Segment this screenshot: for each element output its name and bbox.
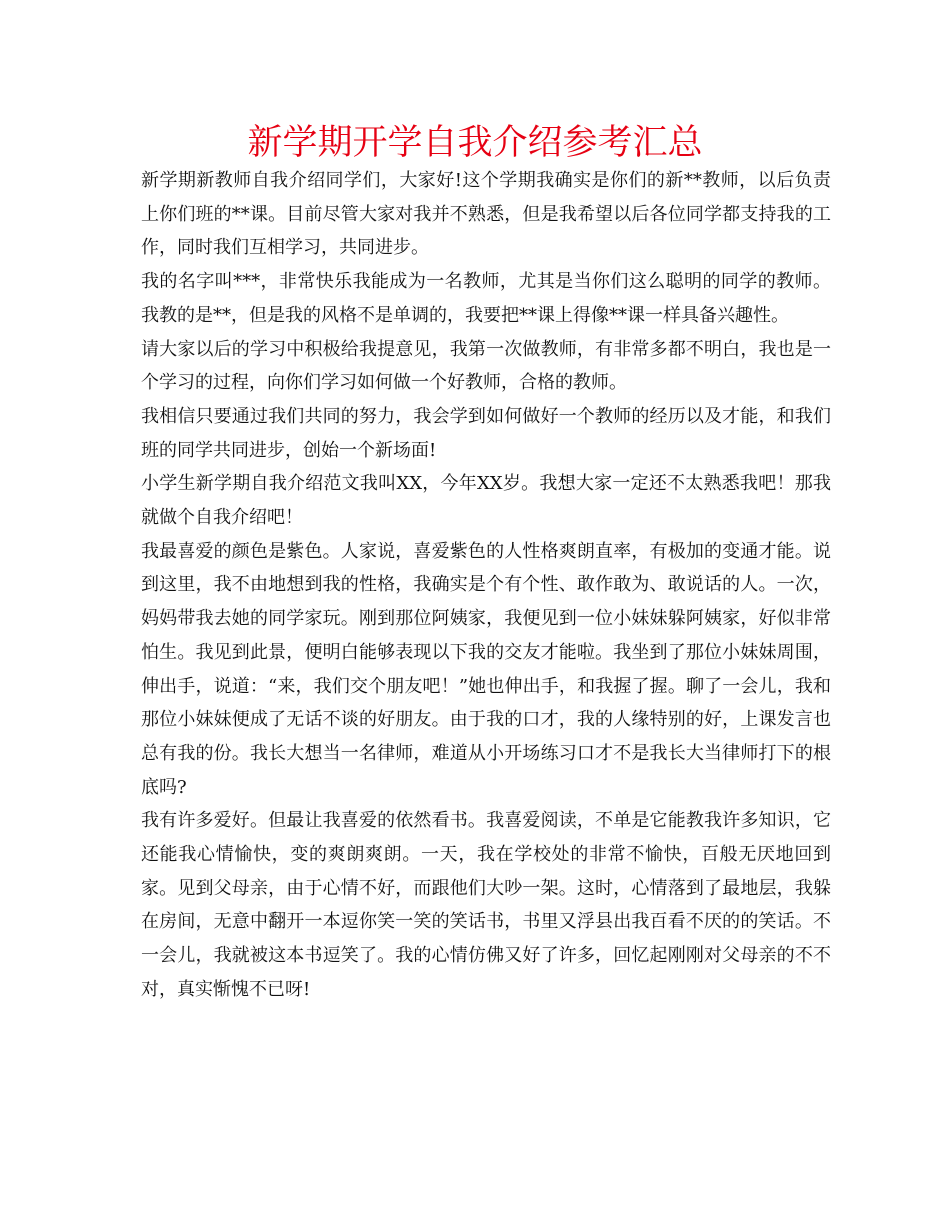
paragraph-new-teacher-intro: 新学期新教师自我介绍同学们，大家好!这个学期我确实是你们的新**教师，以后负责上你们班的**课。目前尽管大家对我并不熟悉，但是我希望以后各位同学都支持我的工作，同时我们互相学习，共同进步。 (141, 170, 831, 259)
paragraph-teacher-name: 我的名字叫***，非常快乐我能成为一名教师，尤其是当你们这么聪明的同学的教师。我教的是**，但是我的风格不是单调的，我要把**课上得像**课一样具备兴趣性。 (141, 271, 831, 326)
paragraph-common-effort: 我相信只要通过我们共同的努力，我会学到如何做好一个教师的经历以及才能，和我们班的同学共同进步，创始一个新场面! (141, 405, 831, 461)
document-body (141, 164, 831, 1007)
paragraph-feedback-request: 请大家以后的学习中积极给我提意见，我第一次做教师，有非常多都不明白，我也是一个学习的过程，向你们学习如何做一个好教师，合格的教师。 (141, 338, 831, 394)
paragraph-favorite-color: 我最喜爱的颜色是紫色。人家说，喜爱紫色的人性格爽朗直率，有极加的变通才能。说到这里，我不由地想到我的性格，我确实是个有个性、敢作敢为、敢说话的人。一次，妈妈带我去她的同学家玩。刚到那位阿姨家，我便见到一位小妹妹躲阿姨家，好似非常怕生。我见到此景，便明白能够表现以下我的交友才能啦。我坐到了那位小妹妹周围，伸出手，说道：“来，我们交个朋友吧！”她也伸出手，和我握了握。聊了一会儿，我和那位小妹妹便成了无话不谈的好朋友。由于我的口才，我的人缘特别的好，上课发言也总有我的份。我长大想当一名律师，难道从小开场练习口才不是我长大当律师打下的根底吗? (141, 540, 831, 798)
document-title: 新学期开学自我介绍参考汇总 (247, 123, 703, 163)
paragraph-student-intro: 小学生新学期自我介绍范文我叫XX，今年XX岁。我想大家一定还不太熟悉我吧！那我就做个自我介绍吧！ (141, 473, 831, 529)
paragraph-hobbies: 我有许多爱好。但最让我喜爱的依然看书。我喜爱阅读，不单是它能教我许多知识，它还能我心情愉快，变的爽朗爽朗。一天，我在学校处的非常不愉快，百般无厌地回到家。见到父母亲，由于心情不好，而跟他们大吵一架。这时，心情落到了最地层，我躲在房间，无意中翻开一本逗你笑一笑的笑话书，书里又浮县出我百看不厌的的笑话。不一会儿，我就被这本书逗笑了。我的心情仿佛又好了许多，回忆起刚刚对父母亲的不不对，真实惭愧不已呀! (141, 810, 831, 1000)
